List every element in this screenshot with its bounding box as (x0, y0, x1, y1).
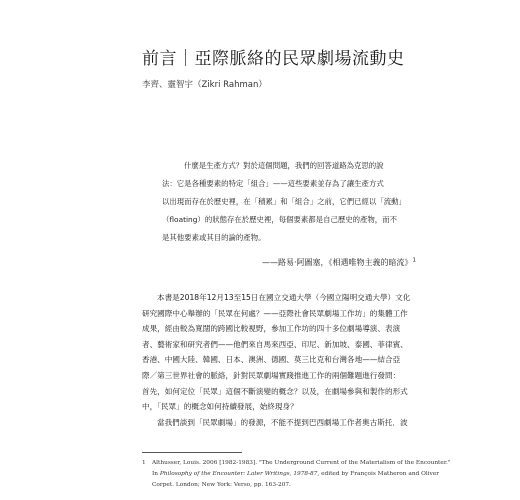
footnote-line-suffix: , edited by François Matheron and Oliver (317, 471, 440, 477)
epigraph-source-text: ——路易·阿圖塞，《相遇唯物主義的暗流》 (261, 258, 413, 267)
epigraph-line: 以出現而存在於歷史裡，在「積累」和「組合」之前，它們已經以「流動」 (162, 197, 406, 206)
body-line: 成果，經由較為寬闊的跨國比較視野，參加工作坊的四十多位劇場導演、表演 (142, 324, 401, 334)
body-line: 本書是2018年12月13至15日在國立交通大學（今國立陽明交通大學）文化 (157, 293, 411, 302)
body-text (142, 290, 411, 430)
epigraph-source (244, 257, 416, 268)
footnote-line-prefix: In (152, 471, 160, 477)
body-line: 當我們談到「民眾劇場」的發源，不能不提到巴西劇場工作者奧古斯托．波 (157, 417, 408, 427)
chapter-title: 前言｜亞際脈絡的民眾劇場流動史 (142, 49, 405, 69)
epigraph-line: （floating）的狀態存在於歷史裡，每個要素都是自己歷史的產物，而不 (162, 215, 397, 224)
epigraph-line: 法：它是各種要素的特定「組合」——這些要素並存為了讓生產方式 (162, 179, 384, 188)
body-line: 首先，如何定位「民眾」這個不斷演變的概念？以及，在劇場參與和製作的形式 (142, 386, 408, 396)
body-line: 中，「民眾」的概念如何持續發展，始終現身？ (142, 402, 298, 412)
chapter-authors: 李齊、靈智宇（Zikri Rahman） (142, 80, 267, 90)
body-line: 研究國際中心舉辦的「民眾在何處？——亞際社會民眾劇場工作坊」的集體工作 (142, 308, 408, 318)
epigraph-line: 什麼是生產方式？對於這個問題，我們的回答道路為克思的說 (184, 161, 384, 170)
body-line: 際／第三世界社會的脈絡，針對民眾劇場實踐推進工作的兩個難題進行發問： (142, 370, 401, 380)
footnote-line: Althusser, Louis. 2006 [1982-1983]. "The Underground Current of the Materialism of the Encounter." (152, 460, 451, 466)
footnote-book-title: Philosophy of the Encounter: Later Writings, 1978-87 (159, 471, 318, 477)
footnote-reference[interactable]: 1 (412, 257, 416, 264)
body-line: 香港、中國大陸、韓國、日本、澳洲、德國、莫三比克和台灣各地——結合亞 (142, 355, 401, 365)
epigraph-line: 是其他要素或其目的論的產物。 (162, 233, 266, 242)
footnote-divider (142, 452, 242, 453)
footnote-number: 1 (142, 460, 146, 466)
epigraph (162, 157, 414, 247)
footnote-line: Corpet. London; New York: Verso, pp. 163-207. (152, 482, 291, 488)
footnote (142, 458, 451, 491)
body-line: 者、藝術家和研究者們——他們來自馬來西亞、印尼、新加坡、泰國、菲律賓、 (142, 339, 408, 349)
